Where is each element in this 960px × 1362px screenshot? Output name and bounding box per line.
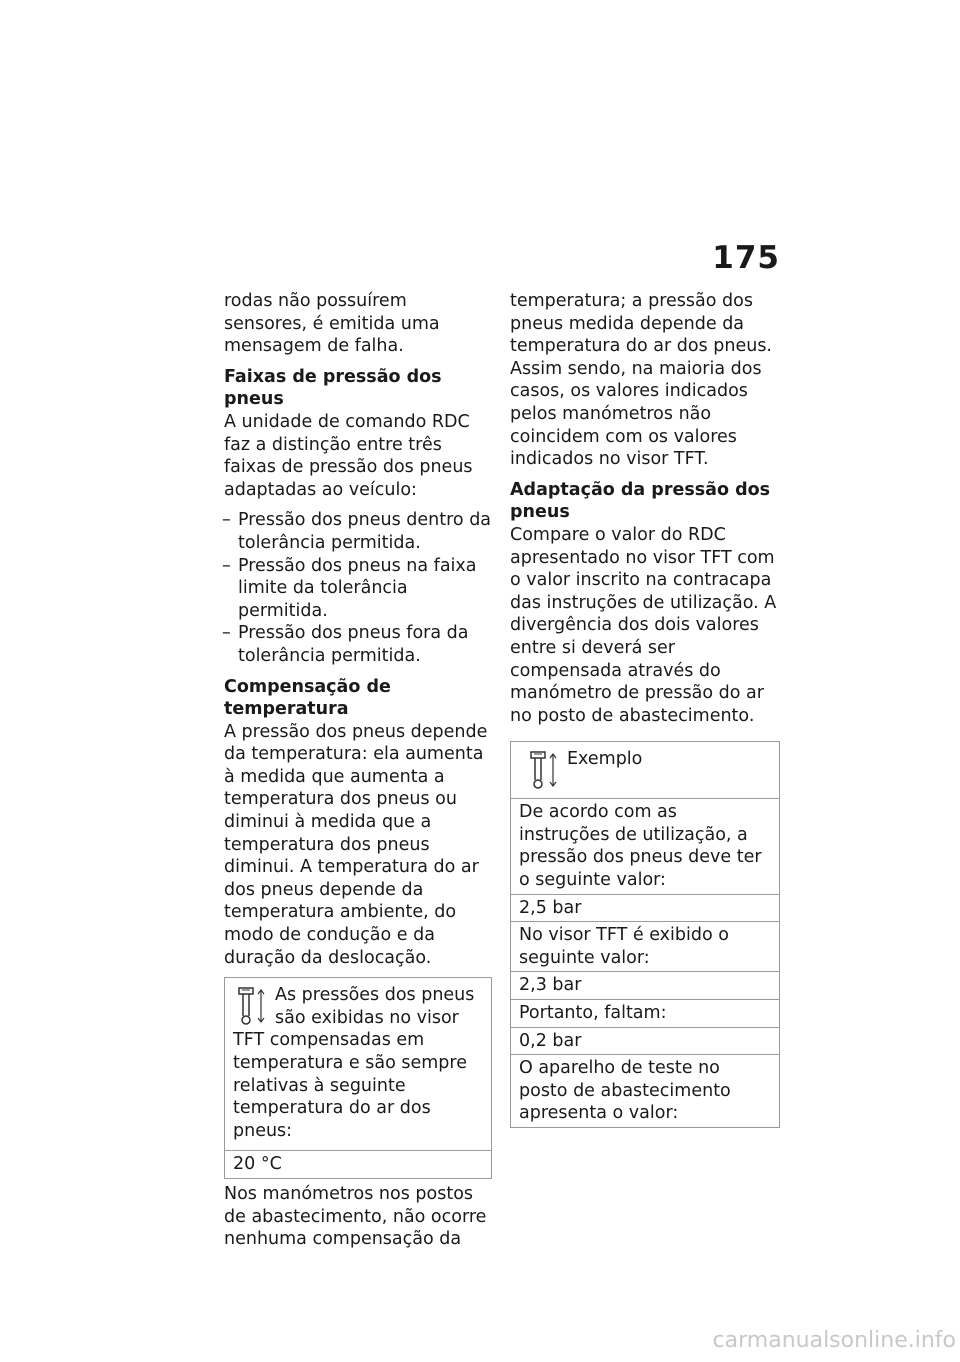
note-box (224, 977, 492, 1179)
example-header (511, 742, 779, 798)
paragraph-ranges: A unidade de comando RDC faz a distinção entre três faixas de pressão dos pneus adaptadas ao veículo: (224, 411, 473, 500)
table-row: 0,2 bar (511, 1027, 779, 1055)
watermark: carmanualsonline.info (712, 1328, 956, 1353)
paragraph-continued: temperatura; a pressão dos pneus medida depende da temperatura do ar dos pneus. Assim sendo, na maioria dos casos, os valores indicados pelos manómetros não coincidem com os valores indicados no visor TFT. (510, 291, 772, 470)
list-item: – Pressão dos pneus fora da tolerância permitida. (224, 622, 492, 667)
right-column (510, 290, 780, 1132)
list-item: – Pressão dos pneus dentro da tolerância permitida. (224, 509, 492, 554)
ranges-list (224, 509, 492, 667)
note-value: 20 °C (225, 1150, 491, 1178)
list-item: – Pressão dos pneus na faixa limite da tolerância permitida. (224, 555, 492, 623)
heading-temperature-compensation: Compensação de temperatura (224, 676, 391, 720)
table-row: 2,5 bar (511, 894, 779, 922)
table-row: Portanto, faltam: (511, 999, 779, 1027)
heading-pressure-ranges: Faixas de pressão dos pneus (224, 366, 442, 410)
paragraph-adaptation: Compare o valor do RDC apresentado no visor TFT com o valor inscrito na contracapa das instruções de utilização. A divergência dos dois valores entre si deverá ser compensada através do manómetro de pressão do ar no posto de abastecimento. (510, 524, 777, 726)
table-row: 2,3 bar (511, 971, 779, 999)
tire-gauge-icon (233, 986, 269, 1028)
paragraph-temperature: A pressão dos pneus depende da temperatura: ela aumenta à medida que aumenta a temperatura dos pneus ou diminui à medida que a temperatura dos pneus diminui. A temperatura do ar dos pneus depende da temperatura ambiente, do modo de condução e da duração da deslocação. (224, 721, 488, 968)
paragraph-gauges: Nos manómetros nos postos de abastecimento, não ocorre nenhuma compensação da (224, 1183, 487, 1250)
heading-pressure-adaptation: Adaptação da pressão dos pneus (510, 479, 771, 523)
note-content (225, 978, 491, 1150)
table-row: O aparelho de teste no posto de abastecimento apresenta o valor: (511, 1054, 779, 1127)
note-text: As pressões dos pneus são exibidas no visor TFT compensadas em temperatura e são sempre relativas à seguinte temperatura do ar dos pneus: (233, 985, 475, 1141)
left-column (224, 290, 492, 1259)
page-number: 175 (712, 240, 780, 276)
example-table (510, 741, 780, 1128)
table-row: No visor TFT é exibido o seguinte valor: (511, 921, 779, 971)
example-title: Exemplo (567, 749, 643, 770)
table-row: De acordo com as instruções de utilização, a pressão dos pneus deve ter o seguinte valor: (511, 798, 779, 893)
tire-gauge-icon (525, 750, 561, 792)
paragraph-intro: rodas não possuírem sensores, é emitida uma mensagem de falha. (224, 291, 440, 357)
